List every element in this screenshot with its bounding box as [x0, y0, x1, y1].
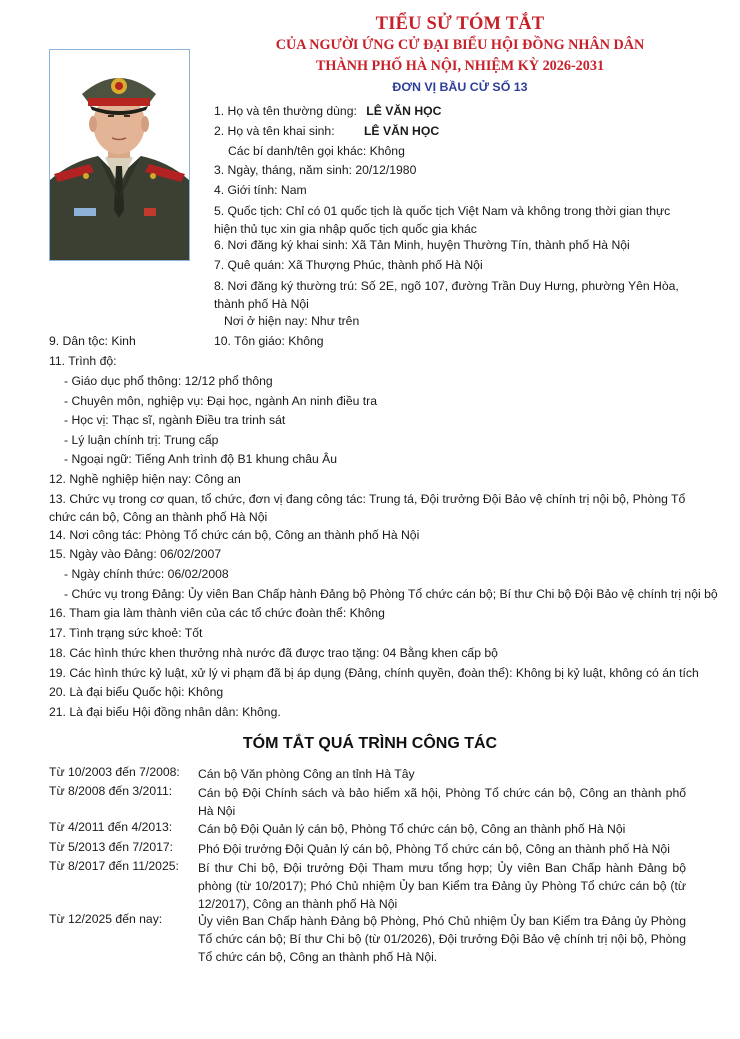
field-value: LÊ VĂN HỌC [366, 104, 442, 118]
field-permanent-residence: 8. Nơi đăng ký thường trú: Số 2E, ngõ 107, đường Trần Duy Hưng, phường Yên Hòa, thành phố Hà Nội [214, 279, 679, 311]
field-hometown: 7. Quê quán: Xã Thượng Phúc, thành phố Hà Nội [214, 258, 483, 272]
work-item-description: Cán bộ Đội Quản lý cán bộ, Phòng Tổ chức cán bộ, Công an thành phố Hà Nội [198, 822, 626, 836]
electoral-unit: ĐƠN VỊ BẦU CỬ SỐ 13 [392, 80, 528, 94]
work-item-date: Từ 8/2017 đến 11/2025: [49, 859, 179, 873]
document-subtitle-line-2: THÀNH PHỐ HÀ NỘI, NHIỆM KỲ 2026-2031 [315, 58, 605, 74]
field-birth-name [214, 124, 439, 138]
field-discipline: 19. Các hình thức kỷ luật, xử lý vi phạm đã bị áp dụng (Đảng, chính quyền, đoàn thể): Không bị kỷ luật, không có án tích [49, 666, 699, 680]
work-item-date: Từ 8/2008 đến 3/2011: [49, 784, 173, 798]
work-item-date: Từ 10/2003 đến 7/2008: [49, 765, 180, 779]
field-awards: 18. Các hình thức khen thưởng nhà nước đã được trao tặng: 04 Bằng khen cấp bộ [49, 646, 498, 660]
field-professional-training: - Chuyên môn, nghiệp vụ: Đại học, ngành An ninh điều tra [64, 394, 378, 408]
document-title: TIỂU SỬ TÓM TẮT [375, 14, 545, 34]
candidate-photo [49, 49, 190, 261]
field-position: 13. Chức vụ trong cơ quan, tổ chức, đơn vị đang công tác: Trung tá, Đội trưởng Đội Bảo vệ chính trị nội bộ, Phòng Tổ chức cán bộ, Công an thành phố Hà Nội [49, 492, 686, 524]
field-birth-registration: 6. Nơi đăng ký khai sinh: Xã Tản Minh, huyện Thường Tín, thành phố Hà Nội [214, 238, 630, 252]
field-ethnicity: 9. Dân tộc: Kinh [49, 334, 136, 348]
work-item-description: Cán bộ Đội Chính sách và bảo hiểm xã hội, Phòng Tổ chức cán bộ, Công an thành phố Hà Nội [198, 786, 686, 818]
field-label: 1. Họ và tên thường dùng: [214, 104, 357, 118]
work-history-title: TÓM TẮT QUÁ TRÌNH CÔNG TÁC [242, 735, 498, 752]
work-item-description: Cán bộ Văn phòng Công an tỉnh Hà Tây [198, 767, 415, 781]
field-academic-degree: - Học vị: Thạc sĩ, ngành Điều tra trinh sát [64, 413, 286, 427]
field-political-theory: - Lý luận chính trị: Trung cấp [64, 433, 219, 447]
field-party-join-date: 15. Ngày vào Đảng: 06/02/2007 [49, 547, 222, 561]
field-religion: 10. Tôn giáo: Không [214, 334, 324, 348]
field-workplace: 14. Nơi công tác: Phòng Tổ chức cán bộ, Công an thành phố Hà Nội [49, 528, 420, 542]
field-organizations: 16. Tham gia làm thành viên của các tổ chức đoàn thể: Không [49, 606, 385, 620]
field-current-residence: Nơi ở hiện nay: Như trên [224, 314, 360, 328]
field-general-education: - Giáo dục phổ thông: 12/12 phổ thông [64, 374, 273, 388]
field-health: 17. Tình trạng sức khoẻ: Tốt [49, 626, 203, 640]
field-aliases: Các bí danh/tên gọi khác: Không [228, 144, 405, 158]
work-item-description: Ủy viên Ban Chấp hành Đảng bộ Phòng, Phó Chủ nhiệm Ủy ban Kiểm tra Đảng ủy Phòng Tổ chức cán bộ; Bí thư Chi bộ (từ 01/2026), Đội trưởng Đội Bảo vệ chính trị nội bộ, Phòng Tổ chức cán bộ, Công an thành phố Hà Nội. [198, 914, 686, 964]
field-party-official-date: - Ngày chính thức: 06/02/2008 [64, 567, 229, 581]
field-peoples-council: 21. Là đại biểu Hội đồng nhân dân: Không. [49, 705, 281, 719]
field-party-position: - Chức vụ trong Đảng: Ủy viên Ban Chấp hành Đảng bộ Phòng Tổ chức cán bộ; Bí thư Chi bộ Đội Bảo vệ chính trị nội bộ [64, 587, 718, 601]
work-item-date: Từ 12/2025 đến nay: [49, 912, 163, 926]
work-item-date: Từ 4/2011 đến 4/2013: [49, 820, 173, 834]
field-nationality: 5. Quốc tịch: Chỉ có 01 quốc tịch là quốc tịch Việt Nam và không trong thời gian thực hiện thủ tục xin gia nhập quốc tịch quốc gia khác [214, 204, 671, 236]
work-item-description: Bí thư Chi bộ, Đội trưởng Đội Tham mưu tổng hợp; Ủy viên Ban Chấp hành Đảng bộ phòng (từ 10/2017); Phó Chủ nhiệm Ủy ban Kiểm tra Đảng ủy Phòng Tổ chức cán bộ (từ 12/2017), Công an thành phố Hà Nội [198, 861, 686, 911]
field-label: 2. Họ và tên khai sinh: [214, 124, 335, 138]
field-gender: 4. Giới tính: Nam [214, 183, 307, 197]
field-occupation: 12. Nghề nghiệp hiện nay: Công an [49, 472, 241, 486]
work-item-date: Từ 5/2013 đến 7/2017: [49, 840, 174, 854]
field-national-assembly: 20. Là đại biểu Quốc hội: Không [49, 685, 224, 699]
field-birth-date: 3. Ngày, tháng, năm sinh: 20/12/1980 [214, 163, 417, 177]
field-common-name [214, 104, 441, 118]
field-education-heading: 11. Trình độ: [49, 354, 117, 368]
document-subtitle-line-1: CỦA NGƯỜI ỨNG CỬ ĐẠI BIỂU HỘI ĐỒNG NHÂN DÂN [275, 37, 645, 53]
work-item-description: Phó Đội trưởng Đội Quản lý cán bộ, Phòng Tổ chức cán bộ, Công an thành phố Hà Nội [198, 842, 670, 856]
field-value: LÊ VĂN HỌC [363, 124, 440, 138]
field-foreign-language: - Ngoại ngữ: Tiếng Anh trình độ B1 khung châu Âu [64, 452, 338, 466]
